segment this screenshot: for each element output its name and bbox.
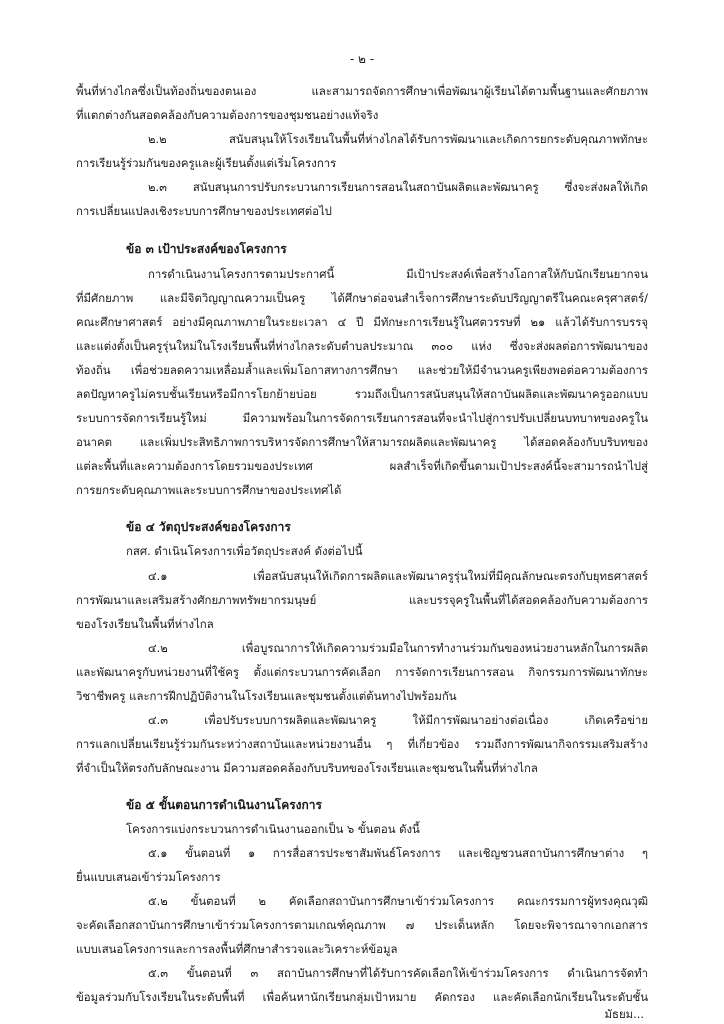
paragraph-line: และพัฒนาครูกับหน่วยงานที่ใช้ครู ตั้งแต่กระบวนการคัดเลือก การจัดการเรียนการสอน กิจกรรมการพัฒนาทักษะ bbox=[76, 665, 648, 679]
paragraph-line: ระบบการจัดการเรียนรู้ใหม่ มีความพร้อมในการจัดการเรียนการสอนที่จะนำไปสู่การปรับเปลี่ยนบทบาทของครูใน bbox=[76, 411, 648, 425]
paragraph-line: และแต่งตั้งเป็นครูรุ่นใหม่ในโรงเรียนพื้นที่ห่างไกลระดับตำบลประมาณ ๓๐๐ แห่ง ซึ่งจะส่งผลต่อการพัฒนาของ bbox=[76, 339, 648, 353]
paragraph-line: การพัฒนาและเสริมสร้างศักยภาพทรัพยากรมนุษย์ และบรรจุครูในพื้นที่ได้สอดคล้องกับความต้องการ bbox=[76, 593, 648, 607]
paragraph-line: ยื่นแบบเสนอเข้าร่วมโครงการ bbox=[76, 870, 221, 884]
section-heading: ข้อ ๔ วัตถุประสงค์ของโครงการ bbox=[126, 520, 291, 534]
paragraph-line: การเปลี่ยนแปลงเชิงระบบการศึกษาของประเทศต่อไป bbox=[76, 204, 332, 218]
paragraph-line: ๕.๓ ขั้นตอนที่ ๓ สถาบันการศึกษาที่ได้รับการคัดเลือกให้เข้าร่วมโครงการ ดำเนินการจัดทำ bbox=[148, 966, 648, 980]
paragraph-line: พื้นที่ห่างไกลซึ่งเป็นท้องถิ่นของตนเอง และสามารถจัดการศึกษาเพื่อพัฒนาผู้เรียนได้ตามพื้นฐานและศักยภาพ bbox=[76, 84, 648, 98]
paragraph-line: กสศ. ดำเนินโครงการเพื่อวัตถุประสงค์ ดังต่อไปนี้ bbox=[126, 544, 363, 558]
paragraph-line: แต่ละพื้นที่และความต้องการโดยรวมของประเทศ ผลสำเร็จที่เกิดขึ้นตามเป้าประสงค์นี้จะสามารถนำไปสู่ bbox=[76, 459, 648, 473]
continuation-marker: มัธยม... bbox=[604, 1007, 644, 1021]
paragraph-line: คณะศึกษาศาสตร์ อย่างมีคุณภาพภายในระยะเวลา ๔ ปี มีทักษะการเรียนรู้ในศตวรรษที่ ๒๑ แล้วได้รับการบรรจุ bbox=[76, 315, 648, 329]
paragraph-line: ๔.๓ เพื่อปรับระบบการผลิตและพัฒนาครู ให้มีการพัฒนาอย่างต่อเนื่อง เกิดเครือข่าย bbox=[148, 713, 648, 727]
paragraph-line: ของโรงเรียนในพื้นที่ห่างไกล bbox=[76, 617, 214, 631]
paragraph-line: ๒.๓ สนับสนุนการปรับกระบวนการเรียนการสอนในสถาบันผลิตและพัฒนาครู ซึ่งจะส่งผลให้เกิด bbox=[148, 180, 648, 194]
paragraph-line: ๕.๑ ขั้นตอนที่ ๑ การสื่อสารประชาสัมพันธ์โครงการ และเชิญชวนสถาบันการศึกษาต่าง ๆ bbox=[148, 846, 648, 860]
paragraph-line: จะคัดเลือกสถาบันการศึกษาเข้าร่วมโครงการตามเกณฑ์คุณภาพ ๗ ประเด็นหลัก โดยจะพิจารณาจากเอกสาร bbox=[76, 918, 648, 932]
paragraph-line: ข้อมูลร่วมกับโรงเรียนในระดับพื้นที่ เพื่อค้นหานักเรียนกลุ่มเป้าหมาย คัดกรอง และคัดเลือกนักเรียนในระดับชั้น bbox=[76, 990, 648, 1004]
paragraph-line: การเรียนรู้ร่วมกันของครูและผู้เรียนตั้งแต่เริ่มโครงการ bbox=[76, 156, 337, 170]
section-heading: ข้อ ๓ เป้าประสงค์ของโครงการ bbox=[126, 242, 287, 256]
paragraph-line: ที่แตกต่างกันสอดคล้องกับความต้องการของชุมชนอย่างแท้จริง bbox=[76, 108, 379, 122]
paragraph-line: การยกระดับคุณภาพและระบบการศึกษาของประเทศได้ bbox=[76, 483, 342, 497]
paragraph-line: ที่มีศักยภาพ และมีจิตวิญญาณความเป็นครู ได้ศึกษาต่อจนสำเร็จการศึกษาระดับปริญญาตรีในคณะครุศาสตร์/ bbox=[76, 291, 648, 305]
paragraph-line: ๕.๒ ขั้นตอนที่ ๒ คัดเลือกสถาบันการศึกษาเข้าร่วมโครงการ คณะกรรมการผู้ทรงคุณวุฒิ bbox=[148, 894, 648, 908]
paragraph-line: แบบเสนอโครงการและการลงพื้นที่ศึกษาสำรวจและวิเคราะห์ข้อมูล bbox=[76, 942, 398, 956]
paragraph-line: การดำเนินงานโครงการตามประกาศนี้ มีเป้าประสงค์เพื่อสร้างโอกาสให้กับนักเรียนยากจน bbox=[148, 267, 648, 281]
paragraph-line: ลดปัญหาครูไม่ครบชั้นเรียนหรือมีการโยกย้ายบ่อย รวมถึงเป็นการสนับสนุนให้สถาบันผลิตและพัฒนาครูออกแบบ bbox=[76, 387, 648, 401]
paragraph-line: อนาคต และเพิ่มประสิทธิภาพการบริหารจัดการศึกษาให้สามารถผลิตและพัฒนาครู ได้สอดคล้องกับบริบทของ bbox=[76, 435, 648, 449]
paragraph-line: ๔.๑ เพื่อสนับสนุนให้เกิดการผลิตและพัฒนาครูรุ่นใหม่ที่มีคุณลักษณะตรงกับยุทธศาสตร์ bbox=[148, 569, 648, 583]
paragraph-line: วิชาชีพครู และการฝึกปฏิบัติงานในโรงเรียนและชุมชนตั้งแต่ต้นทางไปพร้อมกัน bbox=[76, 689, 457, 703]
paragraph-line: ๒.๒ สนับสนุนให้โรงเรียนในพื้นที่ห่างไกลได้รับการพัฒนาและเกิดการยกระดับคุณภาพทักษะ bbox=[148, 132, 648, 146]
paragraph-line: โครงการแบ่งกระบวนการดำเนินงานออกเป็น ๖ ขั้นตอน ดังนี้ bbox=[126, 822, 420, 836]
paragraph-line: ๔.๒ เพื่อบูรณาการให้เกิดความร่วมมือในการทำงานร่วมกันของหน่วยงานหลักในการผลิต bbox=[148, 641, 648, 655]
section-heading: ข้อ ๕ ขั้นตอนการดำเนินงานโครงการ bbox=[126, 798, 322, 812]
paragraph-line: ที่จำเป็นให้ตรงกับลักษณะงาน มีความสอดคล้องกับบริบทของโรงเรียนและชุมชนในพื้นที่ห่างไกล bbox=[76, 761, 538, 775]
paragraph-line: การแลกเปลี่ยนเรียนรู้ร่วมกันระหว่างสถาบันและหน่วยงานอื่น ๆ ที่เกี่ยวข้อง รวมถึงการพัฒนากิจกรรมเสริมสร้าง bbox=[76, 737, 648, 751]
page-number: - ๒ - bbox=[349, 52, 375, 66]
paragraph-line: ท้องถิ่น เพื่อช่วยลดความเหลื่อมล้ำและเพิ่มโอกาสทางการศึกษา และช่วยให้มีจำนวนครูเพียงพอต่อความต้องการ bbox=[76, 363, 648, 377]
